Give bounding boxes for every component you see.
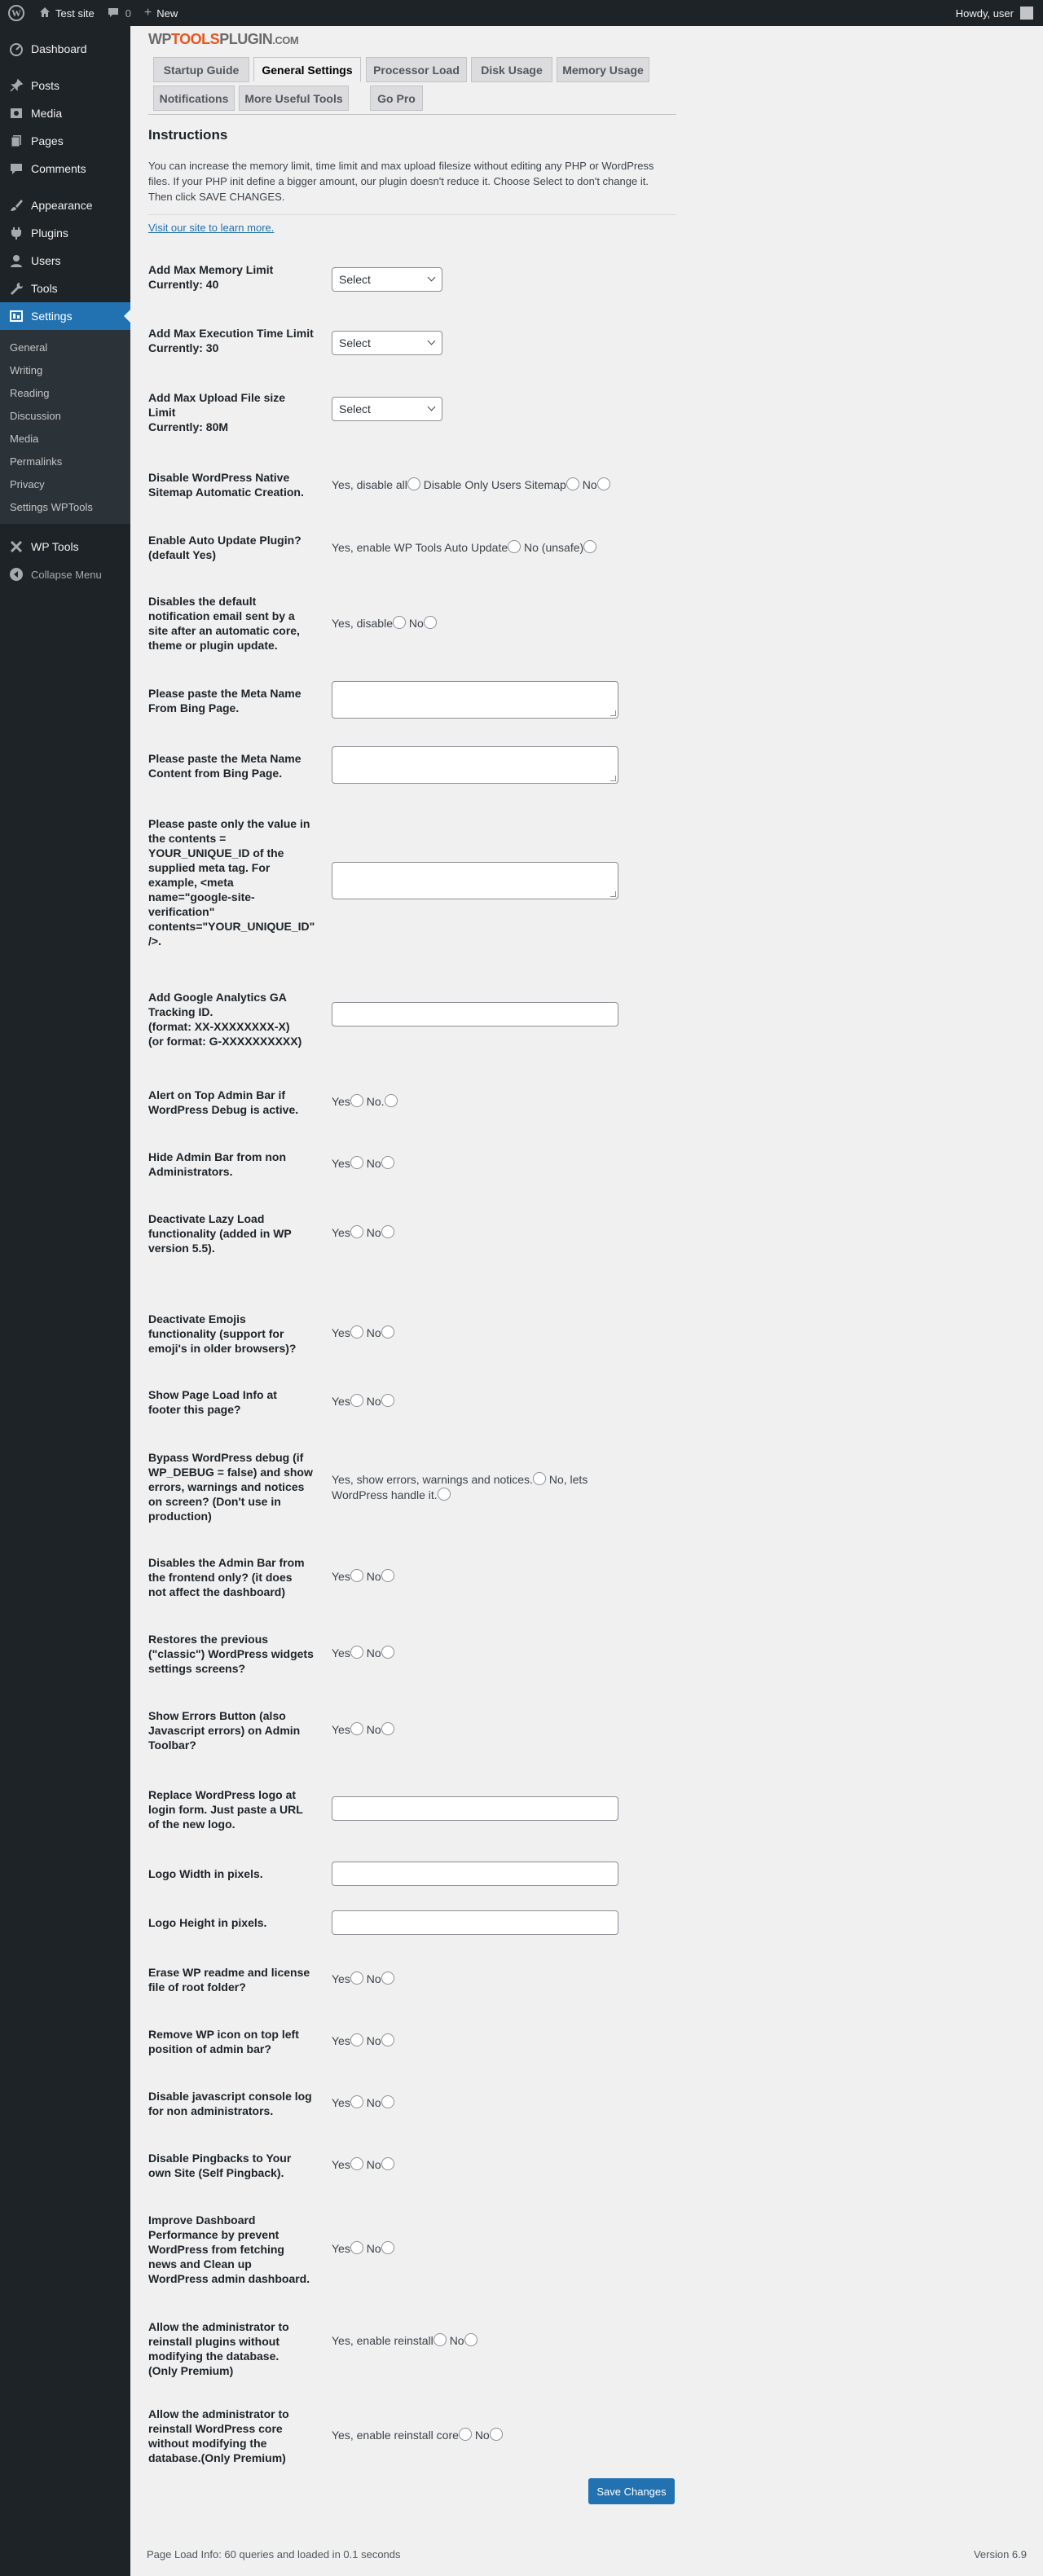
instructions-title: Instructions <box>148 127 228 143</box>
dashboard-icon <box>8 41 24 57</box>
menu-plugins[interactable] <box>0 219 130 247</box>
option-label: No <box>366 2096 381 2109</box>
radio-readme-no[interactable] <box>381 1972 394 1985</box>
menu-label: Tools <box>31 282 58 295</box>
comment-bubble-icon <box>108 7 119 20</box>
option-label: No <box>474 2429 490 2442</box>
upload-size-select[interactable]: Select <box>332 397 442 421</box>
tab-notifications[interactable]: Notifications <box>153 86 235 111</box>
option-label: Disable Only Users Sitemap <box>423 478 566 491</box>
console-log-options <box>332 2096 394 2110</box>
pin-icon <box>8 77 24 94</box>
radio-notify-no[interactable] <box>424 616 437 629</box>
settings-icon <box>8 308 24 324</box>
radio-reinstall-core-yes[interactable] <box>459 2428 472 2441</box>
plus-icon: + <box>143 6 152 20</box>
erase-readme-options <box>332 1972 394 1986</box>
comments-link[interactable] <box>101 0 138 26</box>
plug-icon <box>8 225 24 241</box>
radio-dashboard-no[interactable] <box>381 2241 394 2254</box>
logo-height-field[interactable] <box>332 1910 618 1935</box>
option-label: Yes, enable reinstall <box>332 2334 433 2347</box>
classic-widgets-options <box>332 1646 394 1660</box>
option-label: No <box>366 1646 381 1659</box>
wp-version: Version 6.9 <box>973 2548 1027 2561</box>
radio-console-no[interactable] <box>381 2095 394 2108</box>
submenu-settings-wptools[interactable]: Settings WPTools <box>10 500 93 513</box>
setting-label: Hide Admin Bar from non Administrators. <box>148 1150 287 1178</box>
setting-label: Please paste only the value in the contents = YOUR_UNIQUE_ID of the supplied meta tag. For example, <meta name="google-site-verification" contents="YOUR_UNIQUE_ID" />. <box>148 817 315 947</box>
option-label: Yes <box>332 1723 350 1736</box>
option-label: No <box>366 2158 381 2171</box>
tab-more-useful-tools[interactable]: More Useful Tools <box>239 86 349 111</box>
brush-icon <box>8 197 24 213</box>
radio-lazy-no[interactable] <box>381 1225 394 1238</box>
option-label: No <box>449 2334 464 2347</box>
menu-label: Appearance <box>31 199 93 212</box>
tools-icon <box>8 538 24 555</box>
option-label: No <box>366 1326 381 1339</box>
menu-comments[interactable] <box>0 155 130 182</box>
setting-label: Disables the Admin Bar from the frontend only? (it does not affect the dashboard) <box>148 1556 305 1598</box>
replace-logo-field[interactable] <box>332 1796 618 1821</box>
logo-part: .COM <box>272 34 299 46</box>
radio-emojis-yes[interactable] <box>350 1325 363 1339</box>
setting-label: Remove WP icon on top left position of admin bar? <box>148 2028 299 2055</box>
admin-sidebar <box>0 26 130 2576</box>
bypass-debug-options <box>332 1472 601 1503</box>
instructions-text: You can increase the memory limit, time limit and max upload filesize without editing any PHP or WordPress files. If your PHP init define a bigger amount, our plugin doesn't reduce it. Choose Select to don't change it. Then click SAVE CHANGES. <box>148 160 654 203</box>
submenu-general[interactable]: General <box>10 341 48 354</box>
setting-label: Add Google Analytics GA Tracking ID. (format: XX-XXXXXXXX-X) (or format: G-XXXXXXXXXX) <box>148 991 302 1048</box>
option-label: No <box>408 617 424 630</box>
option-label: No <box>366 1570 381 1583</box>
radio-debug-alert-no[interactable] <box>385 1094 398 1107</box>
menu-appearance[interactable] <box>0 191 130 219</box>
ga-tracking-field[interactable] <box>332 1002 618 1026</box>
submenu-reading[interactable]: Reading <box>10 386 50 399</box>
hide-admin-bar-options <box>332 1157 394 1171</box>
radio-wp-icon-yes[interactable] <box>350 2033 363 2046</box>
radio-hide-admin-no[interactable] <box>381 1156 394 1169</box>
errors-button-options <box>332 1723 394 1737</box>
menu-label: Posts <box>31 79 60 92</box>
radio-pingbacks-no[interactable] <box>381 2157 394 2170</box>
logo-width-field[interactable] <box>332 1862 618 1886</box>
radio-sitemap-no[interactable] <box>597 477 610 490</box>
option-label: No. <box>366 1095 385 1108</box>
radio-sitemap-all[interactable] <box>407 477 420 490</box>
radio-bypass-no[interactable] <box>438 1488 451 1501</box>
logo-part: PLUGIN <box>219 31 273 47</box>
auto-update-options <box>332 541 596 555</box>
logo-part: WP <box>148 31 171 47</box>
menu-label: Dashboard <box>31 42 87 55</box>
radio-bypass-yes[interactable] <box>533 1472 546 1485</box>
option-label: Yes <box>332 1646 350 1659</box>
new-content-link[interactable] <box>138 0 184 26</box>
option-label: No <box>366 1226 381 1239</box>
setting-label: Bypass WordPress debug (if WP_DEBUG = false) and show errors, warnings and notices on screen? (Don't use in production) <box>148 1451 313 1523</box>
wordpress-logo-icon: W <box>8 5 24 21</box>
setting-label: Deactivate Lazy Load functionality (added in WP version 5.5). <box>148 1212 292 1255</box>
google-verify-field[interactable] <box>332 862 618 899</box>
radio-debug-alert-yes[interactable] <box>350 1094 363 1107</box>
option-label: Yes <box>332 2034 350 2047</box>
option-label: No, lets WordPress handle it. <box>332 1473 588 1501</box>
sitemap-options <box>332 478 610 492</box>
chevron-down-icon <box>428 337 436 345</box>
emojis-options <box>332 1326 394 1340</box>
reinstall-plugins-options <box>332 2334 477 2348</box>
menu-media[interactable] <box>0 99 130 127</box>
my-account[interactable] <box>956 7 1043 20</box>
option-label: Yes <box>332 1972 350 1985</box>
option-label: Yes, show errors, warnings and notices. <box>332 1473 533 1486</box>
submenu-media[interactable]: Media <box>10 432 39 445</box>
setting-label: Disables the default notification email sent by a site after an automatic core, theme or plugin update. <box>148 595 300 652</box>
tab-processor-load[interactable]: Processor Load <box>366 57 467 82</box>
menu-settings[interactable] <box>0 302 130 330</box>
visit-site-link[interactable]: Visit our site to learn more. <box>148 222 275 234</box>
debug-alert-options <box>332 1095 398 1109</box>
site-name-link[interactable] <box>33 0 101 26</box>
setting-label: Logo Width in pixels. <box>148 1867 263 1880</box>
logo-part: TOOLS <box>171 31 220 47</box>
setting-label: Restores the previous ("classic") WordPress widgets settings screens? <box>148 1633 314 1675</box>
menu-label: Settings <box>31 310 73 323</box>
wp-logo-menu[interactable] <box>0 0 33 26</box>
settings-submenu <box>0 330 130 524</box>
option-label: Yes, disable all <box>332 478 407 491</box>
wrench-icon <box>8 280 24 297</box>
menu-label: Users <box>31 254 61 267</box>
option-label: Yes <box>332 1095 350 1108</box>
tab-disk-usage[interactable]: Disk Usage <box>471 57 552 82</box>
menu-label: Media <box>31 107 63 120</box>
setting-label: Allow the administrator to reinstall plugins without modifying the database.(Only Premium) <box>148 2320 289 2377</box>
collapse-menu-button[interactable] <box>0 560 130 588</box>
radio-console-yes[interactable] <box>350 2095 363 2108</box>
setting-label: Please paste the Meta Name From Bing Page. <box>148 687 301 714</box>
radio-readme-yes[interactable] <box>350 1972 363 1985</box>
submenu-privacy[interactable]: Privacy <box>10 477 45 490</box>
admin-bar-front-options <box>332 1570 394 1584</box>
radio-emojis-no[interactable] <box>381 1325 394 1339</box>
menu-wp-tools[interactable] <box>0 533 130 560</box>
setting-label: Enable Auto Update Plugin? (default Yes) <box>148 534 301 561</box>
submenu-permalinks[interactable]: Permalinks <box>10 455 63 468</box>
option-label: Yes, disable <box>332 617 393 630</box>
page-load-options <box>332 1395 394 1409</box>
memory-limit-select[interactable]: Select <box>332 267 442 292</box>
menu-tools[interactable] <box>0 275 130 302</box>
tab-go-pro[interactable]: Go Pro <box>370 86 423 111</box>
setting-label: Please paste the Meta Name Content from Bing Page. <box>148 752 301 780</box>
setting-label: Disable Pingbacks to Your own Site (Self Pingback). <box>148 2152 292 2179</box>
tabs-divider <box>148 114 676 115</box>
menu-label: Comments <box>31 162 86 175</box>
menu-label: Collapse Menu <box>31 568 102 581</box>
comments-count: 0 <box>125 7 131 20</box>
avatar <box>1020 7 1033 20</box>
setting-label: Add Max Memory Limit Currently: 40 <box>148 263 274 291</box>
radio-admin-front-no[interactable] <box>381 1569 394 1582</box>
chevron-down-icon <box>428 274 436 282</box>
setting-label: Allow the administrator to reinstall WordPress core without modifying the database.(Only Premium) <box>148 2407 289 2464</box>
option-label: No <box>366 1972 381 1985</box>
radio-auto-update-yes[interactable] <box>508 540 521 553</box>
new-label: New <box>156 7 178 20</box>
reinstall-core-options <box>332 2429 503 2442</box>
radio-widgets-no[interactable] <box>381 1646 394 1659</box>
radio-widgets-yes[interactable] <box>350 1646 363 1659</box>
option-label: No <box>366 2034 381 2047</box>
radio-page-load-no[interactable] <box>381 1394 394 1407</box>
tab-memory-usage[interactable]: Memory Usage <box>557 57 649 82</box>
radio-pingbacks-yes[interactable] <box>350 2157 363 2170</box>
radio-errors-yes[interactable] <box>350 1722 363 1735</box>
chevron-down-icon <box>428 403 436 411</box>
wptools-logo <box>148 31 298 48</box>
submenu-writing[interactable]: Writing <box>10 363 43 376</box>
option-label: No <box>366 2242 381 2255</box>
option-label: No <box>366 1723 381 1736</box>
option-label: Yes <box>332 2158 350 2171</box>
menu-posts[interactable] <box>0 72 130 99</box>
option-label: Yes <box>332 2242 350 2255</box>
bing-content-field[interactable] <box>332 746 618 784</box>
dashboard-perf-options <box>332 2242 394 2256</box>
admin-bar <box>0 0 1043 26</box>
radio-wp-icon-no[interactable] <box>381 2033 394 2046</box>
lazy-load-options <box>332 1226 394 1240</box>
option-label: Yes <box>332 1157 350 1170</box>
setting-label: Improve Dashboard Performance by prevent WordPress from fetching news and Clean up WordPress admin dashboard. <box>148 2213 310 2285</box>
users-icon <box>8 253 24 269</box>
tab-startup-guide[interactable]: Startup Guide <box>153 57 249 82</box>
radio-admin-front-yes[interactable] <box>350 1569 363 1582</box>
option-label: Yes <box>332 1570 350 1583</box>
menu-users[interactable] <box>0 247 130 275</box>
pages-icon <box>8 133 24 149</box>
menu-pages[interactable] <box>0 127 130 155</box>
setting-label: Replace WordPress logo at login form. Just paste a URL of the new logo. <box>148 1788 303 1831</box>
radio-lazy-yes[interactable] <box>350 1225 363 1238</box>
howdy-text: Howdy, user <box>955 7 1014 20</box>
option-label: Yes <box>332 2096 350 2109</box>
setting-label: Disable javascript console log for non administrators. <box>148 2090 312 2117</box>
menu-label: WP Tools <box>31 540 79 553</box>
site-name: Test site <box>55 7 95 20</box>
menu-dashboard[interactable] <box>0 35 130 63</box>
setting-label: Disable WordPress Native Sitemap Automatic Creation. <box>148 471 304 499</box>
tab-general-settings[interactable]: General Settings <box>253 57 361 82</box>
exec-time-select[interactable]: Select <box>332 331 442 355</box>
save-changes-button[interactable]: Save Changes <box>588 2478 675 2504</box>
radio-notify-yes[interactable] <box>393 616 406 629</box>
page-load-info: Page Load Info: 60 queries and loaded in 0.1 seconds <box>147 2548 401 2561</box>
option-label: No <box>582 478 597 491</box>
radio-errors-no[interactable] <box>381 1722 394 1735</box>
option-label: Yes, enable reinstall core <box>332 2429 459 2442</box>
setting-label: Show Page Load Info at footer this page? <box>148 1388 277 1416</box>
setting-label: Alert on Top Admin Bar if WordPress Debug is active. <box>148 1088 299 1116</box>
option-label: No <box>366 1395 381 1408</box>
divider <box>148 214 676 215</box>
setting-label: Show Errors Button (also Javascript errors) on Admin Toolbar? <box>148 1709 301 1752</box>
radio-sitemap-users[interactable] <box>566 477 579 490</box>
radio-auto-update-no[interactable] <box>583 540 596 553</box>
option-label: Yes, enable WP Tools Auto Update <box>332 541 508 554</box>
option-label: No (unsafe) <box>524 541 584 554</box>
setting-label: Erase WP readme and license file of root folder? <box>148 1966 310 1994</box>
bing-name-field[interactable] <box>332 681 618 719</box>
radio-hide-admin-yes[interactable] <box>350 1156 363 1169</box>
setting-label: Add Max Execution Time Limit Currently: 30 <box>148 327 314 354</box>
setting-label: Deactivate Emojis functionality (support for emoji's in older browsers)? <box>148 1312 297 1355</box>
menu-label: Pages <box>31 134 64 147</box>
pingbacks-options <box>332 2158 394 2172</box>
option-label: Yes <box>332 1326 350 1339</box>
radio-reinstall-plugins-yes[interactable] <box>433 2333 447 2346</box>
radio-reinstall-core-no[interactable] <box>490 2428 503 2441</box>
notify-email-options <box>332 617 437 631</box>
comments-icon <box>8 160 24 177</box>
home-icon <box>39 7 51 20</box>
option-label: No <box>366 1157 381 1170</box>
menu-label: Plugins <box>31 226 68 240</box>
radio-dashboard-yes[interactable] <box>350 2241 363 2254</box>
option-label: Yes <box>332 1226 350 1239</box>
remove-wp-icon-options <box>332 2034 394 2048</box>
radio-reinstall-plugins-no[interactable] <box>464 2333 477 2346</box>
media-icon <box>8 105 24 121</box>
option-label: Yes <box>332 1395 350 1408</box>
collapse-icon <box>8 566 24 582</box>
setting-label: Logo Height in pixels. <box>148 1916 267 1929</box>
submenu-discussion[interactable]: Discussion <box>10 409 61 422</box>
setting-label: Add Max Upload File size Limit Currently: 80M <box>148 391 286 433</box>
radio-page-load-yes[interactable] <box>350 1394 363 1407</box>
